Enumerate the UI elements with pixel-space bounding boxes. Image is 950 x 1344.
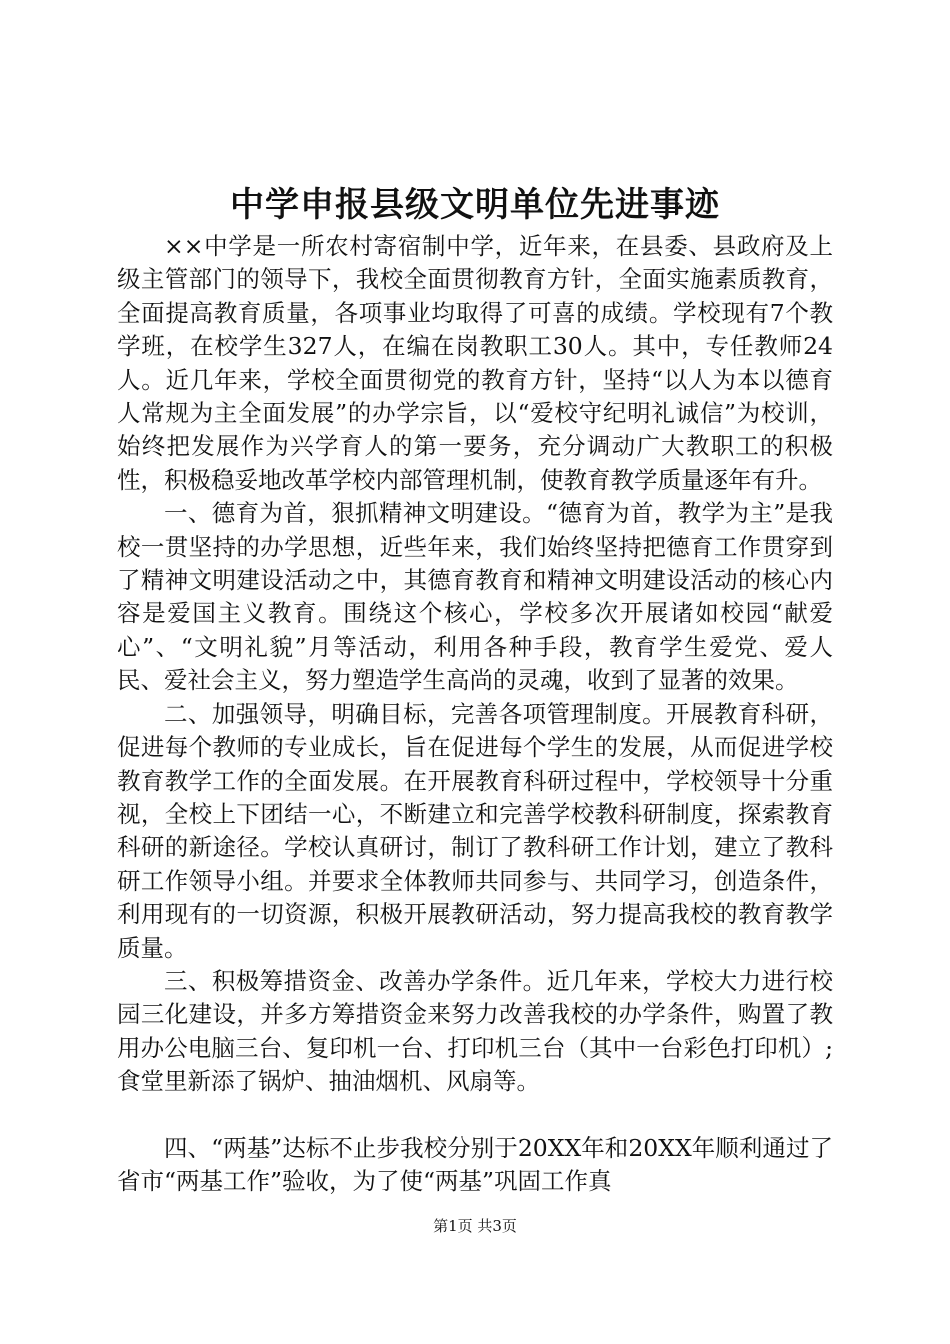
paragraph-two-basics: 四、“两基”达标不止步我校分别于20XX年和20XX年顺利通过了省市“两基工作”验收，为了使“两基”巩固工作真 <box>117 1133 833 1195</box>
paragraph-moral-education: 一、德育为首，狠抓精神文明建设。“德育为首，教学为主”是我校一贯坚持的办学思想，近些年来，我们始终坚持把德育工作贯穿到了精神文明建设活动之中，其德育教育和精神文明建设活动的核心内容是爱国主义教育。围绕这个核心，学校多次开展诸如校园“献爱心”、“文明礼貌”月等活动，利用各种手段，教育学生爱党、爱人民、爱社会主义，努力塑造学生高尚的灵魂，收到了显著的效果。 <box>117 499 833 695</box>
paragraph-funding: 三、积极筹措资金、改善办学条件。近几年来，学校大力进行校园三化建设，并多方筹措资金来努力改善我校的办学条件，购置了教用办公电脑三台、复印机一台、打印机三台（其中一台彩色打印机）;食堂里新添了锅炉、抽油烟机、风扇等。 <box>117 966 833 1096</box>
document-title: 中学申报县级文明单位先进事迹 <box>230 185 720 225</box>
paragraph-intro: ××中学是一所农村寄宿制中学，近年来，在县委、县政府及上级主管部门的领导下，我校全面贯彻教育方针，全面实施素质教育，全面提高教育质量，各项事业均取得了可喜的成绩。学校现有7个教学班，在校学生327人，在编在岗教职工30人。其中，专任教师24人。近几年来，学校全面贯彻党的教育方针，坚持“以人为本以德育人常规为主全面发展”的办学宗旨，以“爱校守纪明礼诚信”为校训，始终把发展作为兴学育人的第一要务，充分调动广大教职工的积极性，积极稳妥地改革学校内部管理机制，使教育教学质量逐年有升。 <box>117 232 833 494</box>
paragraph-leadership: 二、加强领导，明确目标，完善各项管理制度。开展教育科研，促进每个教师的专业成长，旨在促进每个学生的发展，从而促进学校教育教学工作的全面发展。在开展教育科研过程中，学校领导十分重视，全校上下团结一心，不断建立和完善学校教科研制度，探索教育科研的新途径。学校认真研讨，制订了教科研工作计划，建立了教科研工作领导小组。并要求全体教师共同参与、共同学习，创造条件，利用现有的一切资源，积极开展教研活动，努力提高我校的教育教学质量。 <box>117 699 833 962</box>
page-number-footer: 第1页 共3页 <box>433 1217 517 1235</box>
document-body <box>117 230 833 1198</box>
